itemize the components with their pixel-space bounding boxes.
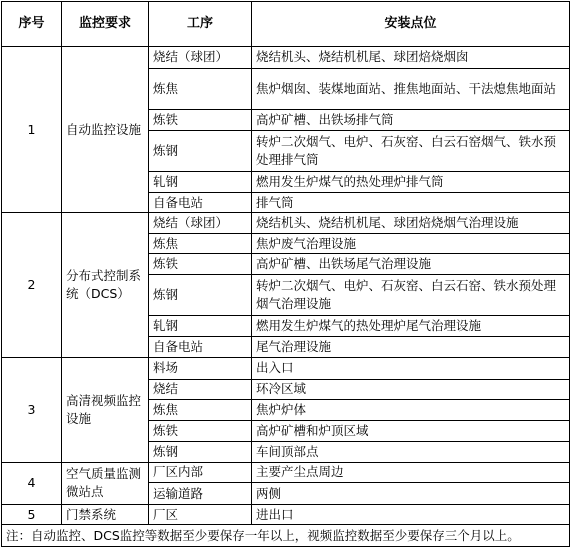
process-cell: 自备电站 xyxy=(149,192,252,213)
process-cell: 轧钢 xyxy=(149,315,252,337)
note-row xyxy=(2,525,570,547)
location-cell: 车间顶部点 xyxy=(252,442,570,463)
process-cell: 炼钢 xyxy=(149,442,252,463)
process-cell: 炼焦 xyxy=(149,68,252,109)
table-row xyxy=(2,358,570,380)
location-cell: 高炉矿槽、出铁场排气筒 xyxy=(252,109,570,131)
table-row xyxy=(2,462,570,483)
process-cell: 炼钢 xyxy=(149,274,252,315)
group-requirement: 自动监控设施 xyxy=(62,47,149,213)
process-cell: 自备电站 xyxy=(149,337,252,358)
process-cell: 烧结（球团） xyxy=(149,47,252,69)
location-cell: 出入口 xyxy=(252,358,570,380)
location-cell: 进出口 xyxy=(252,504,570,525)
header-row xyxy=(2,2,570,47)
process-cell: 烧结 xyxy=(149,379,252,400)
location-cell: 尾气治理设施 xyxy=(252,337,570,358)
location-cell: 烧结机头、烧结机机尾、球团焙烧烟气治理设施 xyxy=(252,213,570,234)
process-cell: 厂区内部 xyxy=(149,462,252,483)
location-cell: 两侧 xyxy=(252,483,570,505)
group-num: 5 xyxy=(2,504,62,525)
process-cell: 炼铁 xyxy=(149,420,252,442)
location-cell: 焦炉炉体 xyxy=(252,400,570,421)
group-requirement: 高清视频监控设施 xyxy=(62,358,149,463)
process-cell: 轧钢 xyxy=(149,172,252,193)
header-location: 安装点位 xyxy=(252,2,570,47)
process-cell: 炼铁 xyxy=(149,254,252,275)
process-cell: 厂区 xyxy=(149,504,252,525)
location-cell: 环冷区域 xyxy=(252,379,570,400)
table-row xyxy=(2,47,570,69)
process-cell: 炼铁 xyxy=(149,109,252,131)
group-requirement: 分布式控制系统（DCS） xyxy=(62,213,149,358)
location-cell: 排气筒 xyxy=(252,192,570,213)
location-cell: 焦炉废气治理设施 xyxy=(252,233,570,254)
group-requirement: 门禁系统 xyxy=(62,504,149,525)
header-requirement: 监控要求 xyxy=(62,2,149,47)
process-cell: 炼焦 xyxy=(149,400,252,421)
location-cell: 燃用发生炉煤气的热处理炉尾气治理设施 xyxy=(252,315,570,337)
location-cell: 燃用发生炉煤气的热处理炉排气筒 xyxy=(252,172,570,193)
location-cell: 转炉二次烟气、电炉、石灰窑、白云石窑、铁水预处理烟气治理设施 xyxy=(252,274,570,315)
table-note: 注：自动监控、DCS监控等数据至少要保存一年以上，视频监控数据至少要保存三个月以上。 xyxy=(2,525,570,547)
location-cell: 高炉矿槽和炉顶区域 xyxy=(252,420,570,442)
location-cell: 焦炉烟囱、装煤地面站、推焦地面站、干法熄焦地面站 xyxy=(252,68,570,109)
location-cell: 烧结机头、烧结机机尾、球团焙烧烟囱 xyxy=(252,47,570,69)
process-cell: 炼焦 xyxy=(149,233,252,254)
group-num: 3 xyxy=(2,358,62,463)
group-num: 4 xyxy=(2,462,62,504)
process-cell: 烧结（球团） xyxy=(149,213,252,234)
group-num: 2 xyxy=(2,213,62,358)
process-cell: 运输道路 xyxy=(149,483,252,505)
process-cell: 料场 xyxy=(149,358,252,380)
process-cell: 炼钢 xyxy=(149,131,252,172)
location-cell: 高炉矿槽、出铁场尾气治理设施 xyxy=(252,254,570,275)
table-row xyxy=(2,504,570,525)
group-requirement: 空气质量监测微站点 xyxy=(62,462,149,504)
table-row xyxy=(2,213,570,234)
location-cell: 转炉二次烟气、电炉、石灰窑、白云石窑烟气、铁水预处理排气筒 xyxy=(252,131,570,172)
group-num: 1 xyxy=(2,47,62,213)
location-cell: 主要产尘点周边 xyxy=(252,462,570,483)
monitoring-table xyxy=(1,1,570,547)
header-num: 序号 xyxy=(2,2,62,47)
header-process: 工序 xyxy=(149,2,252,47)
